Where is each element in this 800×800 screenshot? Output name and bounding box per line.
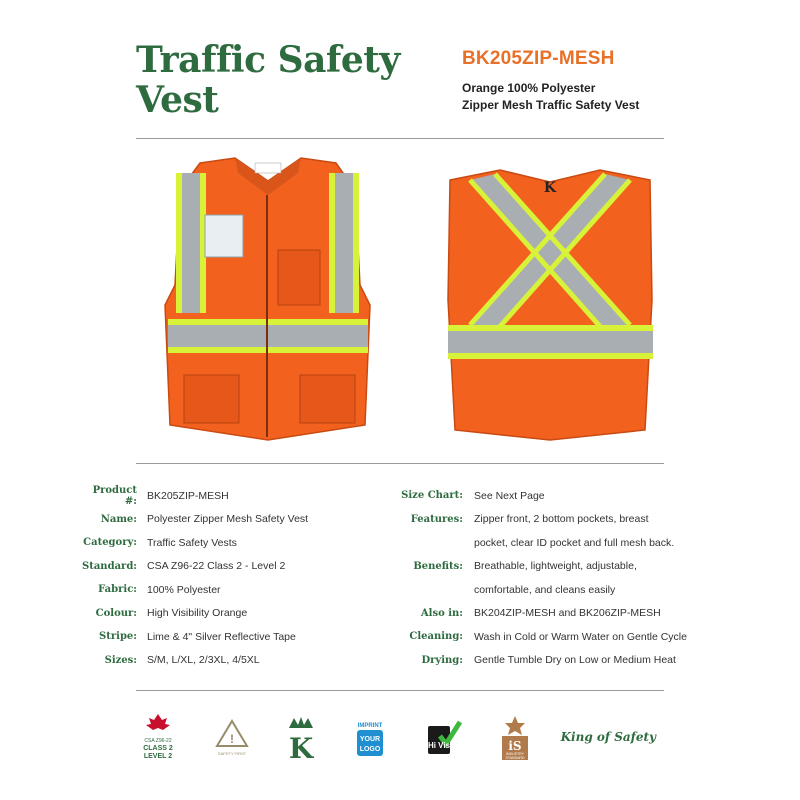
specs-left-column [80,484,308,672]
spec-row [80,555,308,579]
spec-value: 100% Polyester [147,583,221,596]
csa-line-3: LEVEL 2 [143,753,173,760]
spec-value: High Visibility Orange [147,607,248,620]
spec-label: Sizes: [104,654,137,666]
king-crown-logo-icon [286,716,316,760]
spec-label: Product #: [92,484,137,507]
imprint-line-2: YOUR [359,736,381,743]
spec-label: Colour: [95,607,137,619]
spec-row [80,625,308,649]
title-line-2: Vest [136,79,219,121]
hivis-label: Hi Vis [427,741,451,750]
svg-text:K: K [288,732,314,760]
spec-row [80,578,308,602]
spec-row [80,649,308,673]
spec-label: Size Chart: [401,490,463,502]
hi-vis-icon [426,718,462,758]
divider-middle [136,463,664,464]
spec-value: pocket, clear ID pocket and full mesh back. [474,536,675,549]
spec-value: See Next Page [474,489,545,502]
spec-row [386,649,687,673]
industry-line-2: STANDARD [505,756,525,760]
spec-label: Benefits: [413,560,463,572]
spec-value: comfortable, and cleans easily [474,583,616,596]
specs-right-column [386,484,687,672]
spec-label: Standard: [81,560,137,572]
spec-row [386,625,687,649]
spec-value: Lime & 4" Silver Reflective Tape [147,630,296,643]
spec-value: BK204ZIP-MESH and BK206ZIP-MESH [474,607,661,620]
svg-text:!: ! [230,732,234,746]
spec-row [80,602,308,626]
spec-row [386,578,687,602]
title-line-1: Traffic Safety [136,39,400,81]
subtitle-line-1: Orange 100% Polyester [462,81,596,95]
industry-line-1: INDUSTRY [506,752,524,756]
product-subtitle [462,80,639,114]
spec-value: BK205ZIP-MESH [147,489,229,502]
page-title [136,40,400,120]
footer-logos [136,712,664,764]
spec-label: Category: [83,537,137,549]
imprint-logo-icon [354,720,386,758]
spec-row [80,484,308,508]
spec-row [386,508,687,532]
spec-row [386,602,687,626]
svg-text:iS: iS [508,739,522,753]
spec-row [80,508,308,532]
spec-label: Name: [100,513,137,525]
csa-line-1: CSA Z96-22 [144,738,172,744]
spec-label: Stripe: [99,631,137,643]
spec-value: Polyester Zipper Mesh Safety Vest [147,513,309,526]
safety-first-icon [214,718,250,758]
spec-label: Drying: [421,654,463,666]
csa-badge-icon [136,712,180,764]
vest-front-image [160,155,375,445]
vest-back-image [440,160,660,445]
spec-label: Cleaning: [409,631,463,643]
safety-first-label: SAFETY FIRST [217,751,247,756]
subtitle-line-2: Zipper Mesh Traffic Safety Vest [462,98,640,112]
spec-row [386,484,687,508]
spec-value: Breathable, lightweight, adjustable, [474,560,637,573]
spec-label: Features: [410,513,463,525]
brand-wordmark: King of Safety [560,730,656,744]
spec-row [386,555,687,579]
imprint-line-3: LOGO [359,746,381,753]
imprint-line-1: IMPRINT [357,723,383,729]
spec-label: Fabric: [98,584,137,596]
spec-value: Traffic Safety Vests [147,536,237,549]
spec-value: Zipper front, 2 bottom pockets, breast [474,513,649,526]
spec-value: S/M, L/XL, 2/3XL, 4/5XL [147,654,260,667]
spec-row [386,531,687,555]
csa-line-2: CLASS 2 [143,745,173,752]
divider-top [136,138,664,139]
spec-value: Gentle Tumble Dry on Low or Medium Heat [474,654,676,667]
spec-row [80,531,308,555]
spec-label: Also in: [420,607,463,619]
industry-standard-icon [498,714,532,762]
divider-bottom [136,690,664,691]
spec-value: CSA Z96-22 Class 2 - Level 2 [147,560,286,573]
product-sku: BK205ZIP-MESH [462,48,615,69]
svg-text:K: K [543,180,557,196]
spec-value: Wash in Cold or Warm Water on Gentle Cycle [474,630,687,643]
